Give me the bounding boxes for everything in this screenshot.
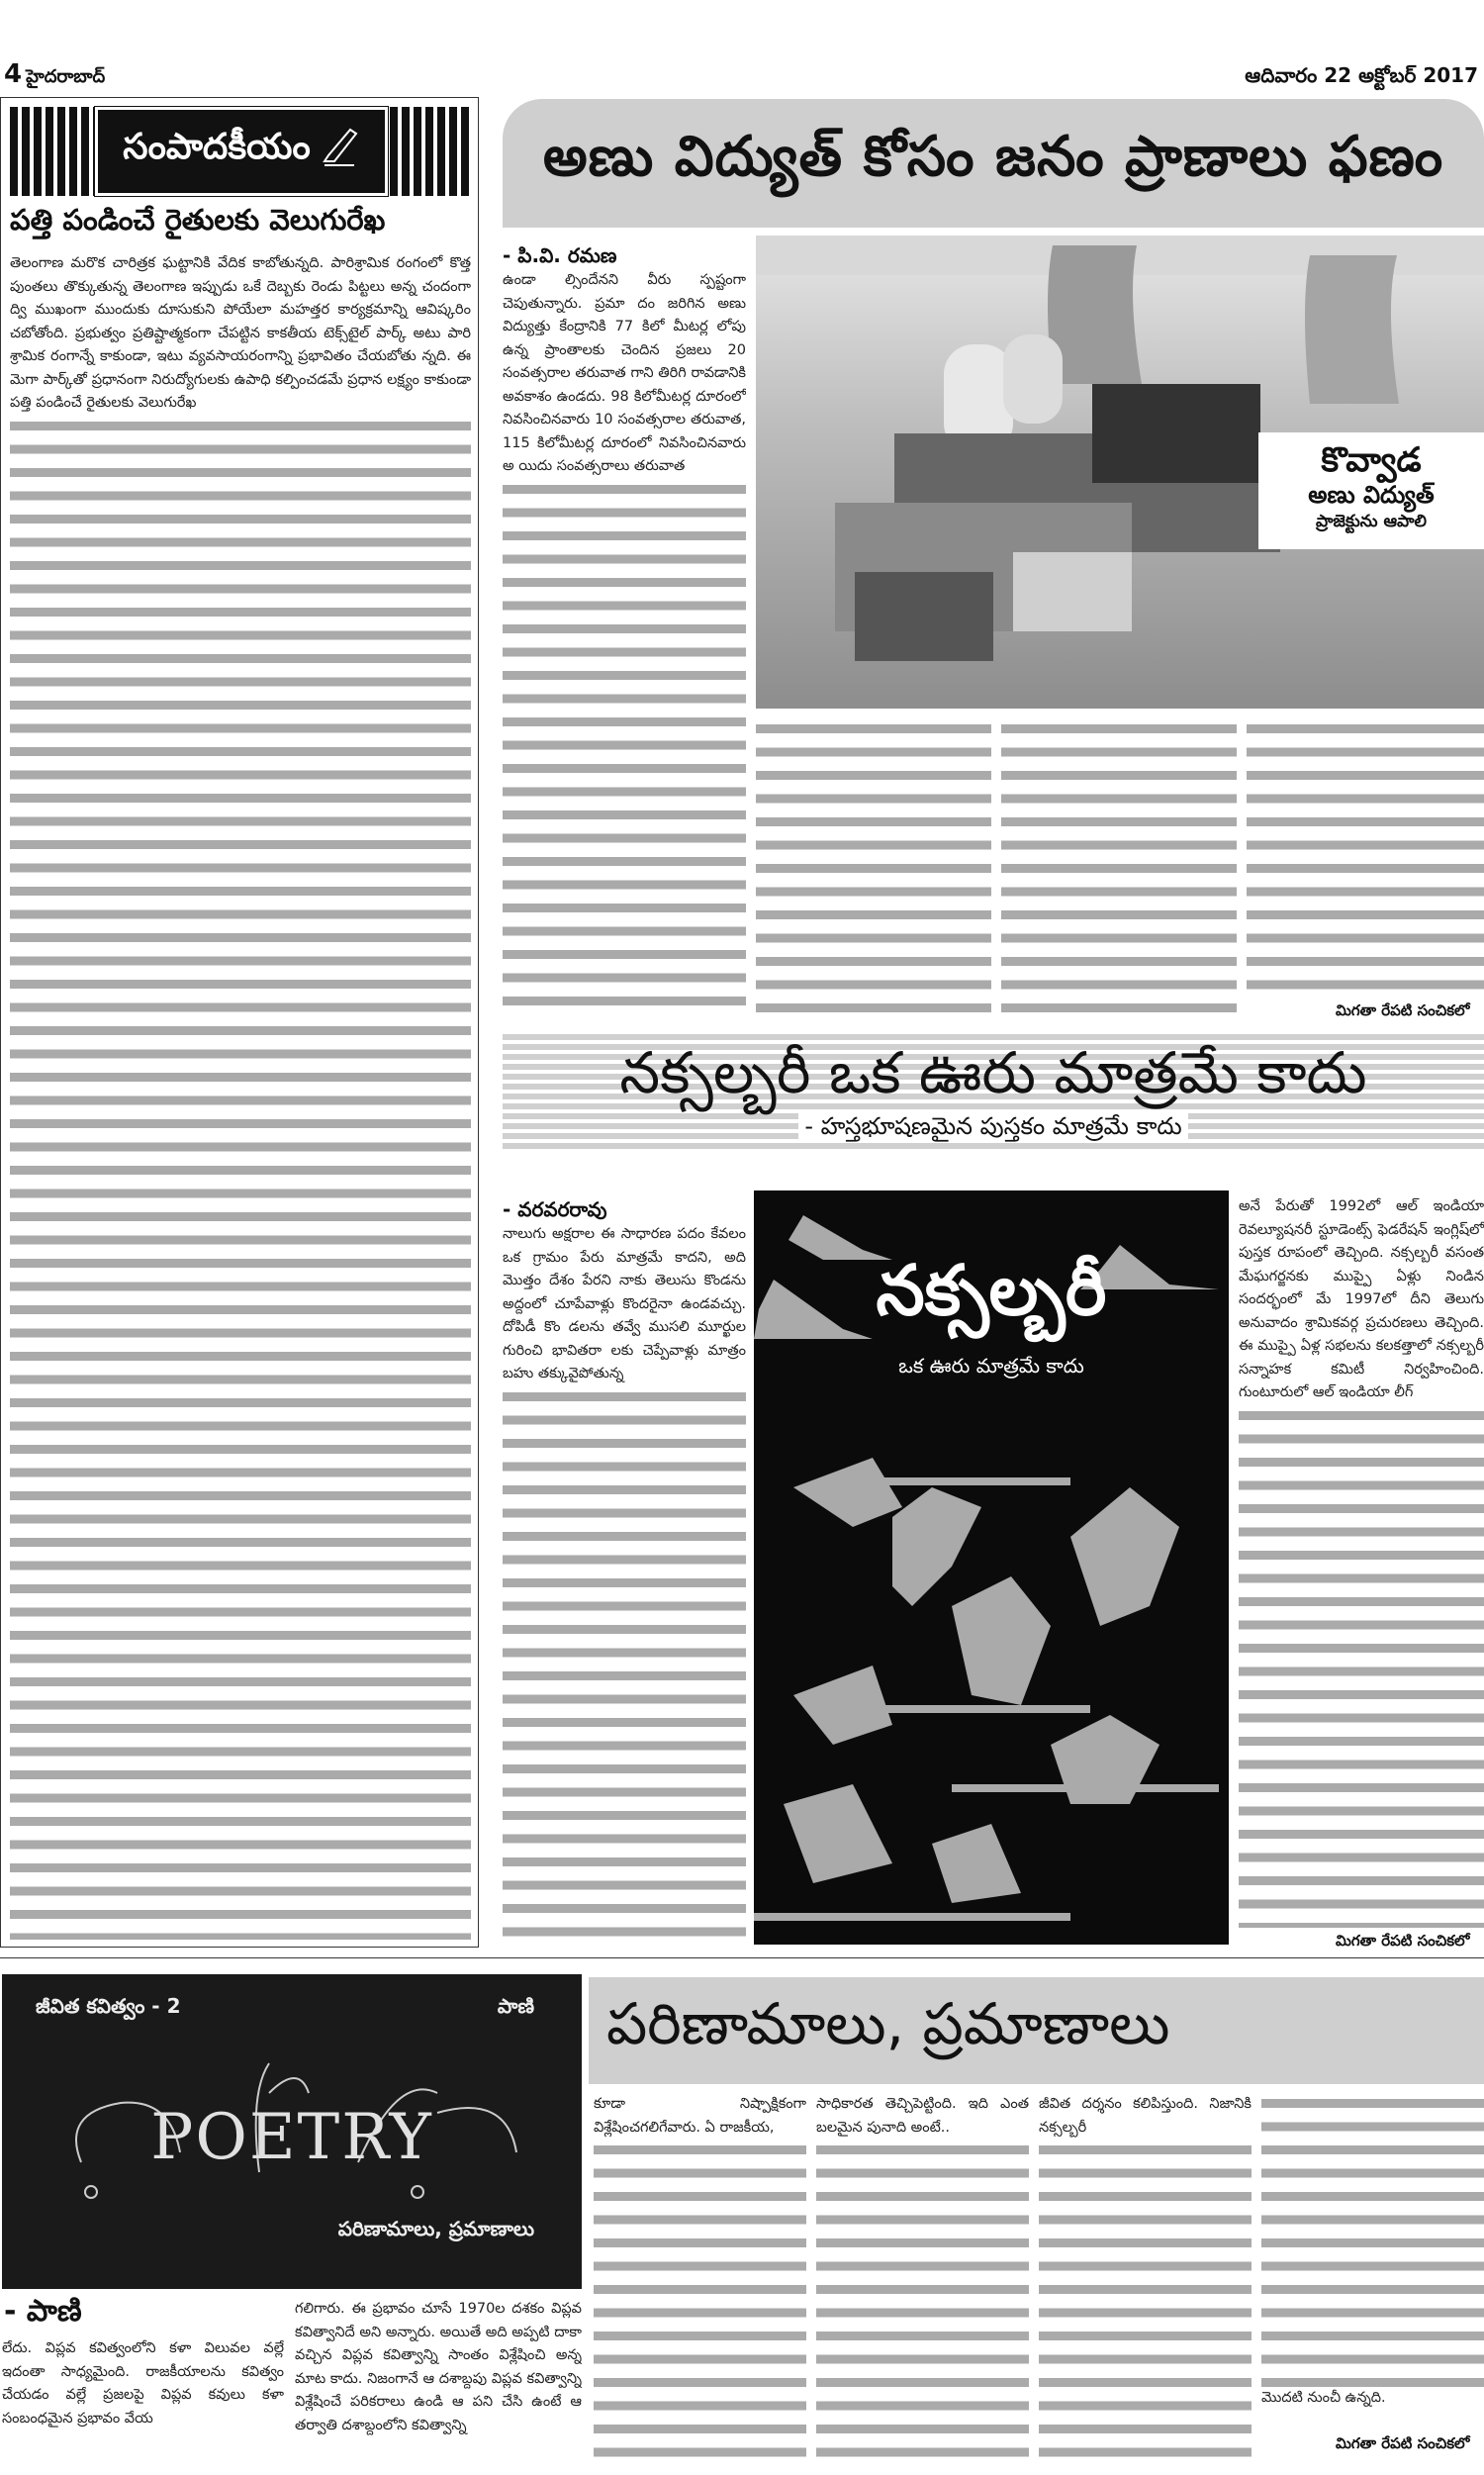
editorial-text: తెలంగాణ మరొక చారిత్రక ఘట్టానికి వేదిక కాబోతున్నది. పారిశ్రామిక రంగంలో కొత్త పుంతలు తొక్కుతున్న తెలంగాణ ఇప్పుడు ఒకే దెబ్బకు రెండు పిట్టలు అన్న చందంగా ద్వి ముఖంగా ముందుకు దూసుకుని పోయేలా మహత్తర కార్యక్రమాన్ని ఆవిష్కరిం చబోతోంది. ప్రభుత్వం ప్రతిష్టాత్మకంగా చేపట్టిన కాకతీయ టెక్స్‌టైల్ పార్క్ అటు పారి శ్రామిక రంగాన్నే కాకుండా, ఇటు వ్యవసాయరంగాన్ని ప్రభావితం చేయబోతు న్నది. ఈ మెగా పార్క్‌తో ప్రధానంగా నిరుద్యోగులకు ఉపాధి కల్పించడమే ప్రధాన లక్ష్యం కాకుండా పత్తి పండించే రైతులకు వెలుగురేఖ (10, 255, 471, 411)
nuclear-continued-note: మిగతా రేపటి సంచికలో (1336, 1001, 1470, 1019)
poetry-continued-note: మిగతా రేపటి సంచికలో (1336, 2434, 1470, 2452)
naxalbari-text-left-continued (503, 1386, 746, 1949)
nuclear-byline: - పి.వి. రమణ (503, 243, 617, 267)
poetry-text-3: కూడా నిష్పాక్షికంగా విశ్లేషించగలిగేవారు. ఏ రాజకీయ, (594, 2096, 806, 2136)
naxalbari-column-left (503, 1195, 746, 1948)
poetry-headline: పరిణామాలు, ప్రమాణాలు (589, 1977, 1484, 2084)
poetry-byline: - పాణి (4, 2294, 82, 2329)
poetry-column-3 (594, 2093, 806, 2464)
nuclear-text-col3 (1001, 718, 1237, 1013)
poetry-text-2: గలిగారు. ఈ ప్రభావం చూసే 1970ల దశకం విప్లవ కవిత్వానిదే అని అన్నారు. అయితే అది అప్పటి దాకా వచ్చిన విప్లవ కవిత్వాన్ని సాంతం విశ్లేషించి అన్న మాట కాదు. నిజంగానే ఆ దశాబ్దపు విప్లవ కవిత్వాన్ని విశ్లేషించే పరికరాలు ఉండి ఆ పని చేసి ఉంటే ఆ తర్వాతి దశాబ్దంలోని కవిత్వాన్ని (295, 2301, 582, 2433)
nuclear-callout-box (1258, 432, 1484, 549)
naxalbari-text-left: నాలుగు అక్షరాల ఈ సాధారణ పదం కేవలం ఒక గ్రామం పేరు మాత్రమే కాదని, అది మొత్తం దేశం పేరని నాకు తెలుసు కొండను అద్దంలో చూపేవాళ్లు కొందరైనా ఉండవచ్చు. దోపిడీ కొం డలను తవ్వే ముసలి మూర్ఖుల గురించి భావితరా లకు చెప్పేవాళ్లు మాత్రం బహు తక్కువైపోతున్న (503, 1226, 746, 1381)
nuclear-text: ఉండా ల్సిందేనని వీరు స్పష్టంగా చెపుతున్నారు. ప్రమా దం జరిగిన అణు విద్యుత్తు కేంద్రానికి 77 కిలో మీటర్ల లోపు ఉన్న ప్రాంతాలకు చెందిన ప్రజలు 20 సంవత్సరాల తరువాత గాని తిరిగి రావడానికి అవకాశం ఉండదు. 98 కిలోమీటర్ల దూరంలో నివసించినవారు 10 సంవత్సరాల తరువాత, 115 కిలోమీటర్ల దూరంలో నివసించినవారు అ యిదు సంవత్సరాలు తరువాత (503, 272, 746, 474)
naxalbari-text-right: అనే పేరుతో 1992లో ఆల్ ఇండియా రెవల్యూషనరీ స్టూడెంట్స్ ఫెడరేషన్ ఇంగ్లిష్‌లో పుస్తక రూపంలో తెచ్చింది. నక్సల్బరీ వసంత మేఘగర్జనకు ముప్పై ఏళ్లు నిండిన సందర్భంలో మే 1997లో దీని తెలుగు అనువాదం శ్రామికవర్గ ప్రచురణలు తెచ్చింది. ఈ ముప్పై ఏళ్ల సభలను కలకత్తాలో నక్సల్బరీ సన్నాహక కమిటీ నిర్వహించింది. గుంటూరులో ఆల్ ఇండియా లీగ్ (1239, 1198, 1484, 1400)
naxalbari-subhead: - హస్తభూషణమైన పుస్తకం మాత్రమే కాదు (798, 1111, 1187, 1141)
poetry-column-6 (1261, 2093, 1484, 2410)
naxalbari-column-right (1239, 1195, 1484, 1928)
page-number (4, 59, 105, 91)
nuclear-text-col2 (756, 718, 991, 1013)
poetry-text-3-continued (594, 2140, 806, 2464)
nuclear-text-continued (503, 479, 746, 1014)
poetry-text-4: సాధికారత తెచ్చిపెట్టింది. ఇది ఎంత బలమైన పునాది అంటే.. (816, 2096, 1029, 2136)
poetry-author: పాణి (497, 1994, 534, 2018)
naxalbari-text-right-continued (1239, 1405, 1484, 1929)
pen-writing-icon (321, 128, 360, 176)
poetry-column-4 (816, 2093, 1029, 2464)
nuclear-text-col4 (1247, 718, 1484, 996)
book-cover-title: నక్సల్బరీ (876, 1250, 1107, 1331)
poetry-text-6-lines (1261, 2093, 1484, 2387)
nuclear-column-3 (1001, 718, 1237, 1013)
issue-date: ఆదివారం 22 అక్టోబర్ 2017 (1245, 63, 1478, 87)
poetry-text-6: మొదటి నుంచీ ఉన్నది. (1261, 2389, 1386, 2406)
poetry-column-5 (1039, 2093, 1252, 2464)
editorial-section-title: సంపాదకీయం (123, 127, 311, 167)
editorial-text-continued (10, 416, 471, 1941)
nuclear-column-4 (1247, 718, 1484, 996)
naxalbari-book-cover (754, 1190, 1229, 1945)
poetry-text-4-continued (816, 2140, 1029, 2464)
edition-city: హైదరాబాద్ (26, 66, 106, 87)
poetry-text-1: లేదు. విప్లవ కవిత్వంలోని కళా విలువల వల్లే ఇదంతా సాధ్యమైంది. రాజకీయాలను కవిత్వం చేయడం వల్లే ప్రజలపై విప్లవ కవులు కళా సంబంధమైన ప్రభావం వేయ (2, 2340, 284, 2427)
nuclear-column-2 (756, 718, 991, 1013)
editorial-banner (10, 107, 469, 196)
poetry-text-5: జీవిత దర్శనం కలిపిస్తుంది. నిజానికి నక్సల్బరీ (1039, 2096, 1252, 2136)
poetry-banner (2, 1974, 582, 2289)
poetry-text-5-continued (1039, 2140, 1252, 2464)
page-number-value: 4 (4, 59, 23, 89)
naxalbari-continued-note: మిగతా రేపటి సంచికలో (1336, 1932, 1470, 1950)
editorial-body (10, 252, 471, 1940)
naxalbari-byline: - వరవరరావు (503, 1197, 607, 1221)
nuclear-column-1 (503, 241, 746, 1013)
poetry-banner-title: పరిణామాలు, ప్రమాణాలు (337, 2217, 534, 2240)
callout-line-3: ప్రాజెక్టును ఆపాలి (1316, 512, 1427, 531)
editorial-headline: పత్తి పండించే రైతులకు వెలుగురేఖ (10, 203, 386, 237)
section-divider (0, 1957, 1484, 1958)
callout-line-2: అణు విద్యుత్ (1308, 481, 1435, 509)
callout-line-1: కొవ్వాడ (1321, 440, 1422, 480)
poetry-series-label: జీవిత కవిత్వం - 2 (36, 1994, 181, 2018)
nuclear-headline: అణు విద్యుత్ కోసం జనం ప్రాణాలు ఫణం (503, 99, 1484, 228)
poetry-banner-word: POETRY (150, 2101, 433, 2174)
poetry-column-1 (2, 2337, 284, 2464)
naxalbari-headline: నక్సల్బరీ ఒక ఊరు మాత్రమే కాదు (619, 1039, 1367, 1106)
poetry-column-2 (295, 2298, 582, 2464)
book-cover-subtitle: ఒక ఊరు మాత్రమే కాదు (898, 1354, 1084, 1378)
naxalbari-headline-block (503, 1034, 1484, 1151)
